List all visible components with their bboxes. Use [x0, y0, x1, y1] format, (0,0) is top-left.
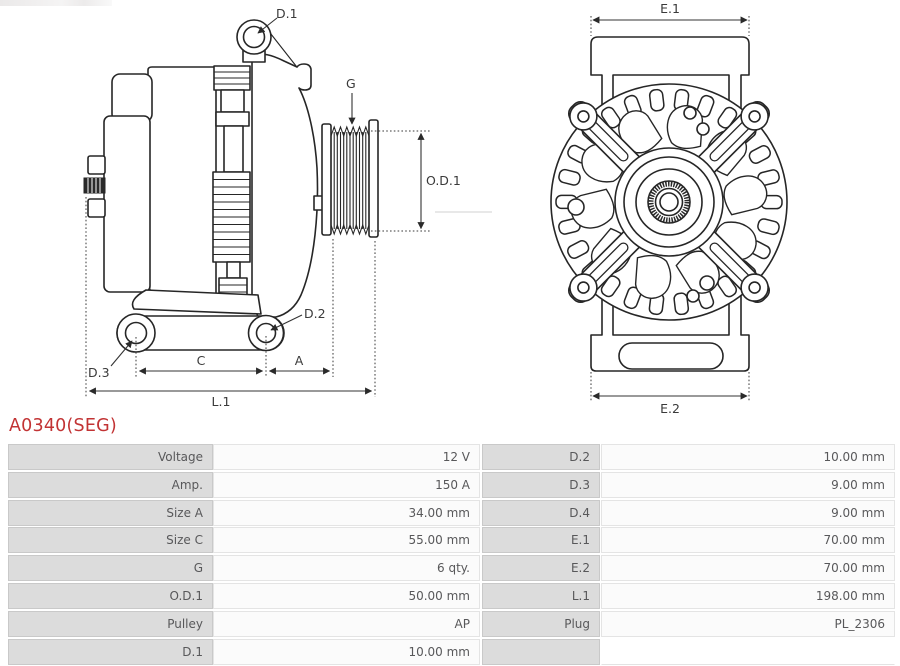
- c-label: C: [196, 353, 206, 368]
- rear-tab: [88, 199, 105, 217]
- spec-label: G: [8, 555, 213, 581]
- od1-label: O.D.1: [426, 173, 461, 188]
- table-row: [0, 555, 900, 581]
- spec-label: Amp.: [8, 472, 213, 498]
- table-row: [0, 472, 900, 498]
- spec-label: D.2: [482, 444, 600, 470]
- spec-value: 9.00 mm: [601, 500, 895, 526]
- spec-label: [482, 639, 600, 665]
- spec-value: 50.00 mm: [213, 583, 480, 609]
- spec-value: 9.00 mm: [601, 472, 895, 498]
- rear-tab: [88, 156, 105, 174]
- side-view: [84, 6, 492, 409]
- spec-value: 10.00 mm: [601, 444, 895, 470]
- foot-plate: [133, 290, 262, 314]
- spec-value: 55.00 mm: [213, 527, 480, 553]
- pulley: [322, 120, 378, 237]
- cropped-watermark: [0, 0, 112, 6]
- spec-table: [0, 444, 900, 666]
- spec-value: 6 qty.: [213, 555, 480, 581]
- spec-label: Pulley: [8, 611, 213, 637]
- spec-label: Voltage: [8, 444, 213, 470]
- spec-value-empty: [601, 639, 895, 665]
- e1-extension-lines: [591, 16, 749, 36]
- part-number-title: A0340(SEG): [9, 416, 117, 436]
- d1-label: D.1: [276, 6, 298, 21]
- d3-label: D.3: [88, 365, 110, 380]
- front-housing: [252, 54, 317, 317]
- table-row: [0, 611, 900, 637]
- spec-value: 70.00 mm: [601, 527, 895, 553]
- d2-lug-hole: [257, 324, 276, 343]
- terminal-stud: [84, 178, 105, 193]
- spec-label: E.2: [482, 555, 600, 581]
- front-face-panel: [148, 67, 216, 305]
- spec-value: 150 A: [213, 472, 480, 498]
- spec-label: L.1: [482, 583, 600, 609]
- hub: [615, 148, 723, 256]
- d1-mount-hole-inner: [244, 27, 265, 48]
- table-row: [0, 583, 900, 609]
- front-view: [551, 1, 787, 416]
- e2-extension-lines: [591, 372, 749, 401]
- spec-value: 70.00 mm: [601, 555, 895, 581]
- spec-value: PL_2306: [601, 611, 895, 637]
- table-row: [0, 639, 900, 665]
- d2-label: D.2: [304, 306, 326, 321]
- spec-value: AP: [213, 611, 480, 637]
- spec-label: Size C: [8, 527, 213, 553]
- table-row: [0, 527, 900, 553]
- a-label: A: [294, 353, 304, 368]
- d3-lug-hole: [126, 323, 147, 344]
- spec-value: 10.00 mm: [213, 639, 480, 665]
- spec-label: E.1: [482, 527, 600, 553]
- spec-value: 198.00 mm: [601, 583, 895, 609]
- table-row: [0, 500, 900, 526]
- rear-shoulder: [112, 74, 152, 122]
- rib-column: [213, 66, 250, 302]
- spec-label: Plug: [482, 611, 600, 637]
- spec-value: 12 V: [213, 444, 480, 470]
- e1-label: E.1: [660, 1, 680, 16]
- e2-label: E.2: [660, 401, 680, 416]
- rear-housing: [104, 116, 150, 292]
- shaft-hole: [660, 193, 678, 211]
- spec-label: Size A: [8, 500, 213, 526]
- l1-label: L.1: [211, 394, 231, 409]
- spec-label: D.3: [482, 472, 600, 498]
- spec-value: 34.00 mm: [213, 500, 480, 526]
- spec-label: D.4: [482, 500, 600, 526]
- g-label: G: [346, 76, 356, 91]
- spec-label: O.D.1: [8, 583, 213, 609]
- bracket-slot: [619, 343, 723, 369]
- spec-label: D.1: [8, 639, 213, 665]
- table-row: [0, 444, 900, 470]
- od1-extension-lines: [371, 131, 431, 231]
